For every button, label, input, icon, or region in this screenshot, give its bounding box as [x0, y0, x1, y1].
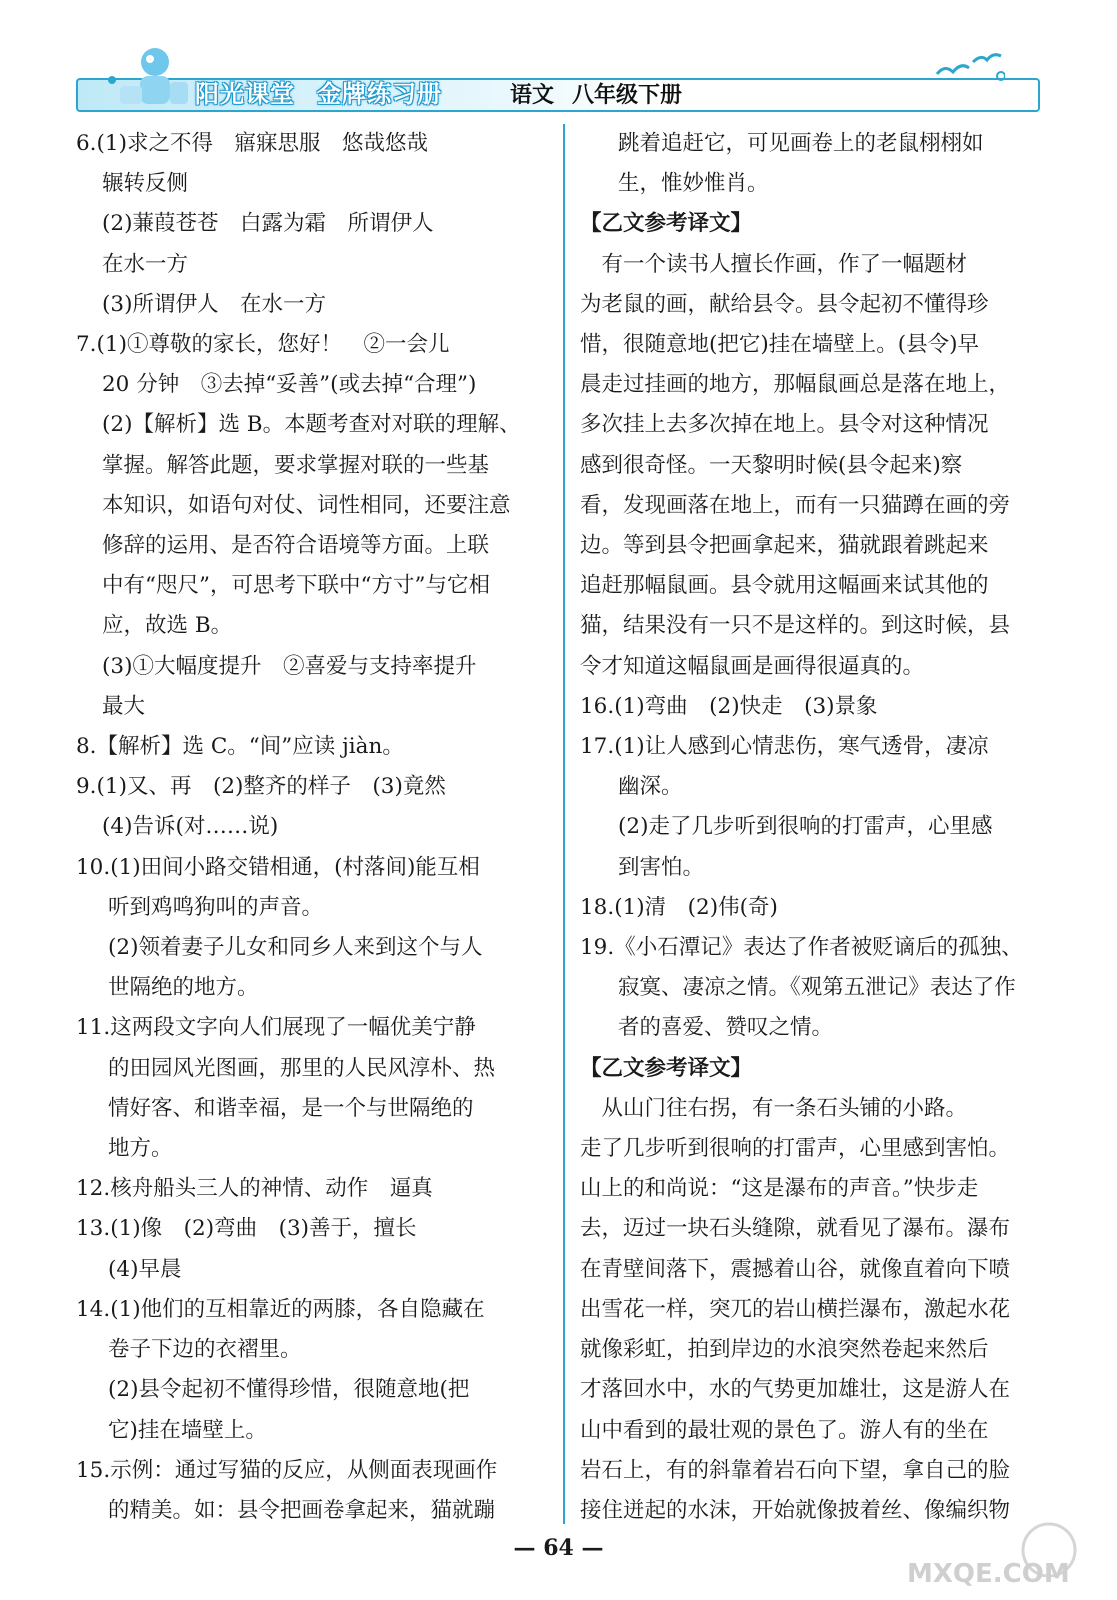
text-line: 为老鼠的画，献给县令。县令起初不懂得珍 — [580, 291, 989, 317]
text-line: 本知识，如语句对仗、词性相同，还要注意 — [102, 492, 511, 518]
text-line: (2)走了几步听到很响的打雷声，心里感 — [618, 814, 993, 840]
page-number: — 64 — — [513, 1535, 604, 1561]
text-line: 到害怕。 — [618, 854, 705, 880]
text-line: 9.(1)又、再 (2)整齐的样子 (3)竟然 — [76, 774, 446, 800]
text-line: 接住迸起的水沫，开始就像披着丝、像编织物 — [580, 1497, 1011, 1523]
text-line: 16.(1)弯曲 (2)快走 (3)景象 — [580, 693, 878, 719]
text-line: (4)早晨 — [108, 1256, 182, 1282]
text-line: 走了几步听到很响的打雷声，心里感到害怕。 — [580, 1136, 1011, 1162]
text-line: 12.核舟船头三人的神情、动作 逼真 — [76, 1176, 433, 1202]
text-line: 的精美。如：县令把画卷拿起来，猫就蹦 — [108, 1497, 496, 1523]
text-line: (4)告诉(对……说) — [102, 814, 279, 840]
text-line: 就像彩虹，拍到岸边的水浪突然卷起来然后 — [580, 1337, 989, 1363]
text-line: 修辞的运用、是否符合语境等方面。上联 — [102, 533, 490, 559]
text-line: 18.(1)清 (2)伟(奇) — [580, 894, 778, 920]
text-line: 地方。 — [108, 1136, 173, 1162]
text-line: 追赶那幅鼠画。县令就用这幅画来试其他的 — [580, 573, 989, 599]
text-line: 15.示例：通过写猫的反应，从侧面表现画作 — [76, 1457, 498, 1483]
text-line: 11.这两段文字向人们展现了一幅优美宁静 — [76, 1015, 476, 1041]
text-line: 14.(1)他们的互相靠近的两膝，各自隐藏在 — [76, 1296, 485, 1322]
text-line: 6.(1)求之不得 寤寐思服 悠哉悠哉 — [76, 131, 428, 156]
watermark-text: MXQE.COM — [907, 1559, 1070, 1589]
text-line: 惜，很随意地(把它)挂在墙壁上。(县令)早 — [580, 332, 980, 358]
text-line: 令才知道这幅鼠画是画得很逼真的。 — [580, 653, 925, 679]
text-line: 在青壁间落下，震撼着山谷，就像直着向下喷 — [580, 1256, 1011, 1282]
section-heading: 【乙文参考译文】 — [580, 1055, 753, 1081]
text-line: 岩石上，有的斜靠着岩石向下望，拿自己的脸 — [580, 1457, 1011, 1483]
text-line: 13.(1)像 (2)弯曲 (3)善于，擅长 — [76, 1216, 417, 1242]
text-line: (2)县令起初不懂得珍惜，很随意地(把 — [108, 1377, 470, 1403]
text-line: 20 分钟 ③去掉“妥善”(或去掉“合理”) — [102, 372, 477, 398]
text-line: 晨走过挂画的地方，那幅鼠画总是落在地上， — [580, 372, 1011, 398]
text-line: 情好客、和谐幸福，是一个与世隔绝的 — [108, 1095, 474, 1121]
text-line: 去，迈过一块石头缝隙，就看见了瀑布。瀑布 — [580, 1216, 1011, 1242]
text-line: (3)所谓伊人 在水一方 — [102, 291, 326, 317]
text-line: 19.《小石潭记》表达了作者被贬谪后的孤独、 — [580, 935, 1023, 961]
text-line: 应，故选 B。 — [102, 613, 233, 639]
subject-name: 语文 — [510, 83, 555, 108]
birds-icon — [935, 52, 1005, 82]
text-line: 跳着追赶它，可见画卷上的老鼠栩栩如 — [618, 131, 984, 156]
text-line: 掌握。解答此题，要求掌握对联的一些基 — [102, 452, 490, 478]
text-line: 有一个读书人擅长作画，作了一幅题材 — [580, 251, 968, 277]
page-header — [70, 38, 1045, 114]
grade-name: 八年级下册 — [572, 83, 683, 108]
text-line: 7.(1)①尊敬的家长，您好！ ②一会儿 — [76, 332, 450, 358]
text-line: 10.(1)田间小路交错相通，(村落间)能互相 — [76, 854, 480, 880]
brand-title — [195, 74, 464, 109]
text-line: 生，惟妙惟肖。 — [618, 171, 769, 197]
text-line: 从山门往右拐，有一条石头铺的小路。 — [580, 1095, 968, 1121]
text-line: (2)【解析】选 B。本题考查对对联的理解、 — [102, 412, 521, 438]
text-line: 边。等到县令把画拿起来，猫就跟着跳起来 — [580, 533, 989, 559]
subject-label — [510, 78, 700, 109]
watermark-logo — [899, 1520, 1089, 1590]
text-line: 山上的和尚说：“这是瀑布的声音。”快步走 — [580, 1176, 979, 1202]
text-line: 出雪花一样，突兀的岩山横拦瀑布，激起水花 — [580, 1296, 1011, 1322]
text-line: 17.(1)让人感到心情悲伤，寒气透骨，凄凉 — [580, 734, 989, 760]
right-column — [580, 124, 1050, 1531]
text-line: 辗转反侧 — [102, 171, 189, 197]
text-line: 的田园风光图画，那里的人民风淳朴、热 — [108, 1055, 496, 1081]
text-line: 者的喜爱、赞叹之情。 — [618, 1015, 834, 1041]
text-line: 感到很奇怪。一天黎明时候(县令起来)察 — [580, 452, 963, 478]
text-line: 最大 — [102, 693, 146, 719]
text-line: 在水一方 — [102, 251, 189, 277]
text-line: (2)领着妻子儿女和同乡人来到这个与人 — [108, 935, 483, 961]
text-line: 听到鸡鸣狗叫的声音。 — [108, 894, 324, 920]
text-line: 看，发现画落在地上，而有一只猫蹲在画的旁 — [580, 492, 1011, 518]
text-line: 山中看到的最壮观的景色了。游人有的坐在 — [580, 1417, 989, 1443]
brand-name-1: 阳光课堂 — [195, 80, 295, 108]
text-line: 多次挂上去多次掉在地上。县令对这种情况 — [580, 412, 989, 438]
text-line: 卷子下边的衣褶里。 — [108, 1337, 302, 1363]
text-line: 中有“咫尺”，可思考下联中“方寸”与它相 — [102, 573, 490, 599]
left-column — [76, 124, 552, 1531]
text-line: 世隔绝的地方。 — [108, 975, 259, 1001]
text-line: 它)挂在墙壁上。 — [108, 1417, 267, 1443]
character-mascot-icon — [100, 42, 210, 112]
text-line: 才落回水中，水的气势更加雄壮，这是游人在 — [580, 1377, 1011, 1403]
text-line: 猫，结果没有一只不是这样的。到这时候，县 — [580, 613, 1011, 639]
text-line: 8.【解析】选 C。“间”应读 jiàn。 — [76, 734, 404, 760]
column-divider — [563, 124, 565, 1524]
text-line: (3)①大幅度提升 ②喜爱与支持率提升 — [102, 653, 477, 679]
brand-name-2: 金牌练习册 — [317, 80, 442, 108]
text-line: 幽深。 — [618, 774, 683, 800]
text-line: (2)蒹葭苍苍 白露为霜 所谓伊人 — [102, 211, 434, 237]
text-line: 寂寞、凄凉之情。《观第五泄记》表达了作 — [618, 975, 1016, 1001]
section-heading: 【乙文参考译文】 — [580, 211, 753, 237]
